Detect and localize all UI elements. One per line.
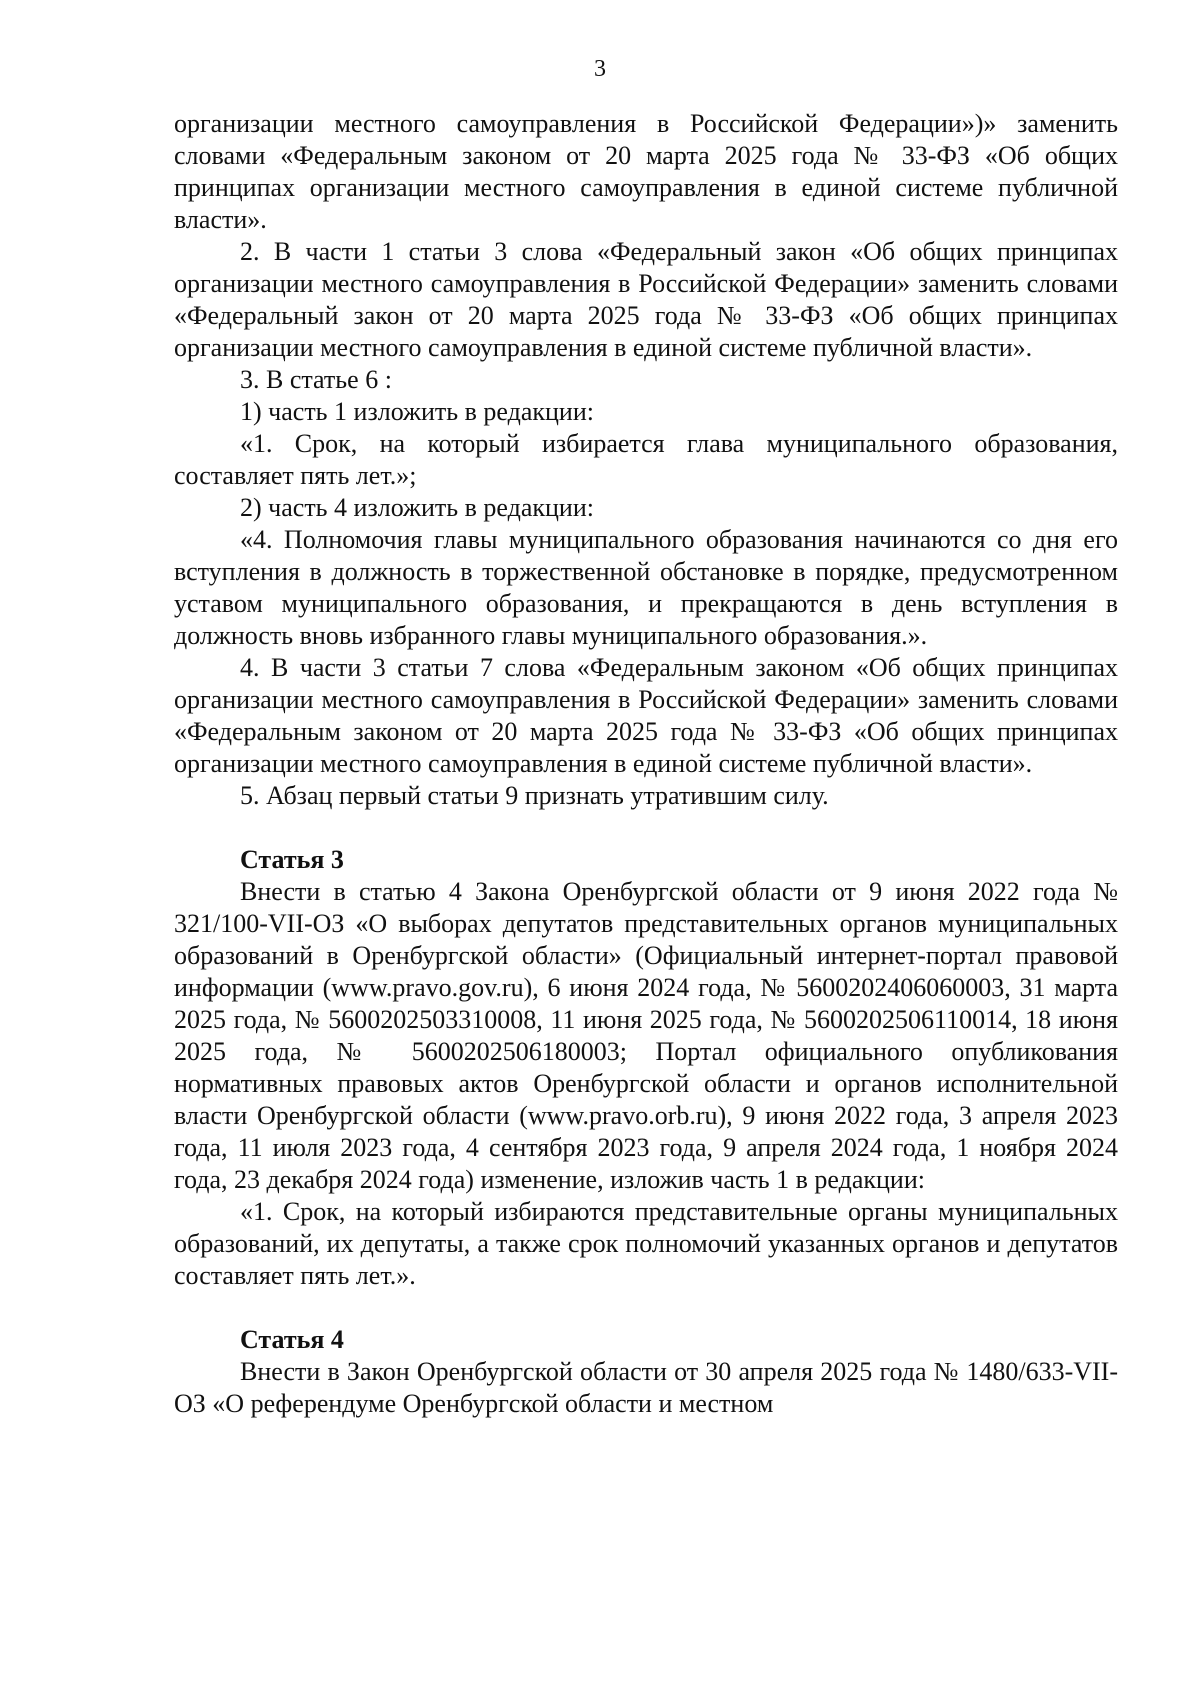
article-3-heading: Статья 3 — [240, 845, 344, 874]
paragraph: «4. Полномочия главы муниципального образования начинаются со дня его вступления в должность в торжественной обстановке в порядке, предусмотренном уставом муниципального образования, и прекращаются в день вступления в должность вновь избранного главы муниципального образования.». — [174, 525, 1118, 650]
paragraph: организации местного самоуправления в Российской Федерации»)» заменить словами «Федеральным законом от 20 марта 2025 года № 33-ФЗ «Об общих принципах организации местного самоуправления в единой системе публичной власти». — [174, 109, 1118, 234]
page-number: 3 — [594, 56, 606, 82]
paragraph: «1. Срок, на который избираются представительные органы муниципальных образований, их депутаты, а также срок полномочий указанных органов и депутатов составляет пять лет.». — [174, 1197, 1118, 1290]
section-gap — [174, 812, 1118, 844]
paragraph: 5. Абзац первый статьи 9 признать утратившим силу. — [240, 781, 829, 810]
paragraph: 4. В части 3 статьи 7 слова «Федеральным законом «Об общих принципах организации местного самоуправления в Российской Федерации» заменить словами «Федеральным законом от 20 марта 2025 года № 33-ФЗ «Об общих принципах организации местного самоуправления в единой системе публичной власти». — [174, 653, 1118, 778]
paragraph: 1) часть 1 изложить в редакции: — [240, 397, 594, 426]
paragraph: 2. В части 1 статьи 3 слова «Федеральный закон «Об общих принципах организации местного самоуправления в Российской Федерации» заменить словами «Федеральный закон от 20 марта 2025 года № 33-ФЗ «Об общих принципах организации местного самоуправления в единой системе публичной власти». — [174, 237, 1118, 362]
article-4-heading: Статья 4 — [240, 1325, 344, 1354]
paragraph: 3. В статье 6 : — [240, 365, 392, 394]
paragraph: «1. Срок, на который избирается глава муниципального образования, составляет пять лет.»; — [174, 429, 1118, 490]
document-body — [174, 108, 1118, 1420]
section-gap — [174, 1292, 1118, 1324]
paragraph: 2) часть 4 изложить в редакции: — [240, 493, 594, 522]
paragraph: Внести в Закон Оренбургской области от 30 апреля 2025 года № 1480/633-VII-ОЗ «О референдуме Оренбургской области и местном — [174, 1357, 1118, 1418]
paragraph: Внести в статью 4 Закона Оренбургской области от 9 июня 2022 года № 321/100-VII-ОЗ «О выборах депутатов представительных органов муниципальных образований в Оренбургской области» (Официальный интернет-портал правовой информации (www.pravo.gov.ru), 6 июня 2024 года, № 5600202406060003, 31 марта 2025 года, № 5600202503310008, 11 июня 2025 года, № 5600202506110014, 18 июня 2025 года, № 5600202506180003; Портал официального опубликования нормативных правовых актов Оренбургской области и органов исполнительной власти Оренбургской области (www.pravo.orb.ru), 9 июня 2022 года, 3 апреля 2023 года, 11 июля 2023 года, 4 сентября 2023 года, 9 апреля 2024 года, 1 ноября 2024 года, 23 декабря 2024 года) изменение, изложив часть 1 в редакции: — [174, 877, 1118, 1194]
